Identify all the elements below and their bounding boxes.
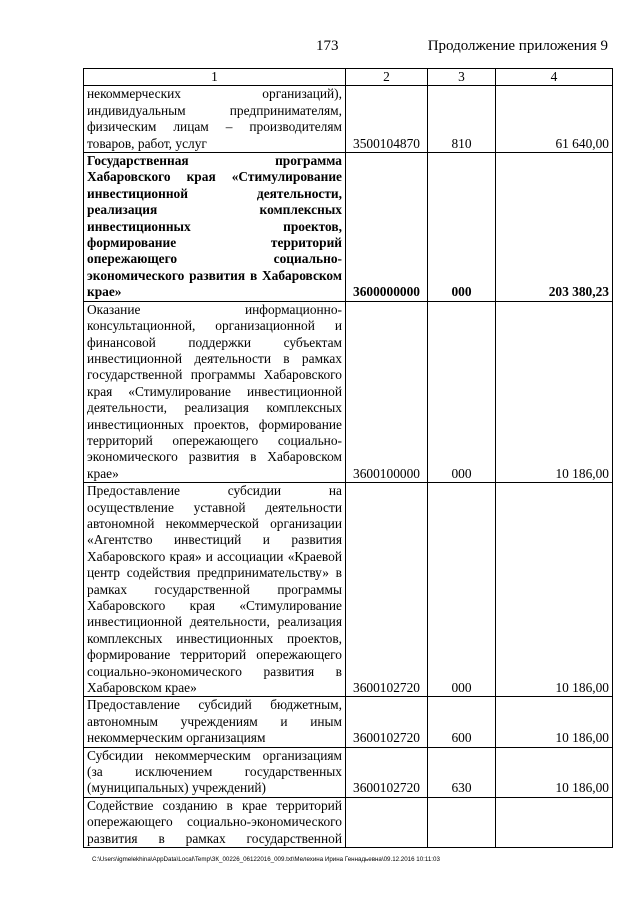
row-expense-group: 810: [428, 86, 496, 153]
column-header-4: 4: [496, 69, 613, 86]
row-amount: [496, 797, 613, 847]
row-amount: 10 186,00: [496, 301, 613, 482]
row-target-code: 3600000000: [346, 153, 428, 302]
row-name: Предоставление субсидий бюджетным, автономным учреждениям и иным некоммерческим организациям: [84, 697, 346, 747]
page-number: 173: [316, 38, 339, 54]
row-expense-group: [428, 797, 496, 847]
row-amount: 10 186,00: [496, 747, 613, 797]
row-target-code: 3600100000: [346, 301, 428, 482]
row-expense-group: 000: [428, 153, 496, 302]
row-expense-group: 630: [428, 747, 496, 797]
table-header-row: [84, 69, 613, 86]
table-row: [84, 483, 613, 697]
row-amount: 10 186,00: [496, 697, 613, 747]
row-name: Субсидии некоммерческим организациям (за исключением государственных (муниципальных) учреждений): [84, 747, 346, 797]
row-amount: 10 186,00: [496, 483, 613, 697]
file-path-footer: C:\Users\igmelekhina\AppData\Local\Temp\ЗК_00226_06122016_009.txt\Мелехина Ирина Геннадьевна\09.12.2016 10:11:03: [92, 856, 440, 863]
row-expense-group: 000: [428, 301, 496, 482]
row-name: Содействие созданию в крае территорий опережающего социально-экономического развития в рамках государственной: [84, 797, 346, 847]
row-target-code: 3500104870: [346, 86, 428, 153]
row-name: Государственная программа Хабаровского края «Стимулирование инвестиционной деятельности, реализация комплексных инвестиционных проектов, формирование территорий опережающего социально-экономического развития в Хабаровском крае»: [84, 153, 346, 302]
appendix-continuation-label: Продолжение приложения 9: [427, 38, 608, 54]
row-name: Предоставление субсидии на осуществление уставной деятельности автономной некоммерческой организации «Агентство инвестиций и развития Хабаровского края» и ассоциации «Краевой центр содействия предпринимательству» в рамках государственной программы Хабаровского края «Стимулирование инвестиционной деятельности, реализация комплексных инвестиционных проектов, формирование территорий опережающего социально-экономического развития в Хабаровском крае»: [84, 483, 346, 697]
column-header-1: 1: [84, 69, 346, 86]
column-header-3: 3: [428, 69, 496, 86]
table-row: [84, 301, 613, 482]
row-name: Оказание информационно-консультационной, организационной и финансовой поддержки субъектам инвестиционной деятельности в рамках государственной программы Хабаровского края «Стимулирование инвестиционной деятельности, реализация комплексных инвестиционных проектов, формирование территорий опережающего социально-экономического развития в Хабаровском крае»: [84, 301, 346, 482]
row-name: некоммерческих организаций), индивидуальным предпринимателям, физическим лицам – производителям товаров, работ, услуг: [84, 86, 346, 153]
row-expense-group: 600: [428, 697, 496, 747]
table-row: [84, 747, 613, 797]
table-row: [84, 797, 613, 847]
row-target-code: 3600102720: [346, 483, 428, 697]
column-header-2: 2: [346, 69, 428, 86]
row-target-code: 3600102720: [346, 747, 428, 797]
row-amount: 203 380,23: [496, 153, 613, 302]
table-row: [84, 153, 613, 302]
budget-table: [83, 68, 613, 848]
table-row: [84, 697, 613, 747]
row-target-code: 3600102720: [346, 697, 428, 747]
row-amount: 61 640,00: [496, 86, 613, 153]
row-target-code: [346, 797, 428, 847]
row-expense-group: 000: [428, 483, 496, 697]
table-row: [84, 86, 613, 153]
